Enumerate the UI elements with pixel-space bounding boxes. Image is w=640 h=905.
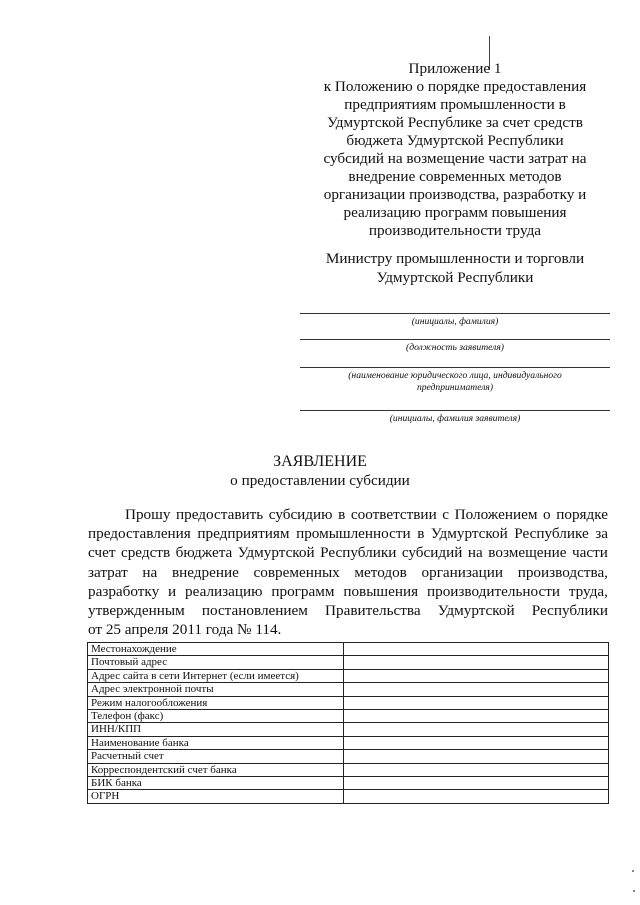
body-word: Республике (514, 525, 589, 543)
requisite-value[interactable] (344, 656, 609, 669)
appendix-line: субсидий на возмещение части затрат на (323, 150, 587, 167)
body-word: Удмуртской (437, 602, 515, 620)
requisite-label: Расчетный счет (88, 750, 344, 763)
body-word: Республики (320, 544, 397, 562)
application-body (88, 505, 608, 639)
appendix-line: Удмуртской Республике за счет средств (327, 114, 583, 131)
body-word: субсидий (401, 544, 463, 562)
body-word: возмещение (488, 544, 567, 562)
appendix-line: к Положению о порядке предоставления (323, 78, 587, 95)
fill-field-applicant-name[interactable] (300, 410, 610, 425)
requisite-label: Почтовый адрес (88, 656, 344, 669)
appendix-line: бюджета Удмуртской Республики (346, 132, 564, 149)
body-line (88, 543, 608, 562)
body-word: соответствии (350, 506, 437, 523)
body-word: организации (421, 563, 504, 581)
fill-caption (300, 413, 610, 425)
body-word: бюджета (175, 544, 233, 562)
fill-caption (300, 342, 610, 354)
table-row (88, 790, 609, 803)
table-row (88, 750, 609, 763)
body-word: в (417, 525, 425, 543)
table-row (88, 736, 609, 749)
body-word: постановлением (201, 602, 308, 620)
fill-field-position[interactable] (300, 339, 610, 354)
body-word: и (168, 582, 177, 600)
fill-line (300, 313, 610, 314)
body-word: порядке (556, 506, 608, 523)
requisite-value[interactable] (344, 643, 609, 656)
addressee-line: Министру промышленности и торговли (325, 250, 585, 267)
requisite-value[interactable] (344, 750, 609, 763)
requisite-label: Адрес электронной почты (88, 683, 344, 696)
fill-field-initials[interactable] (300, 313, 610, 328)
body-word: программ (271, 582, 335, 600)
body-word: с (442, 506, 450, 523)
body-word: современных (253, 563, 340, 581)
requisite-label: ОГРН (88, 790, 344, 803)
body-word: производства, (517, 563, 608, 581)
table-row (88, 723, 609, 736)
body-word: на (142, 563, 158, 581)
fill-line (300, 367, 610, 368)
appendix-header (320, 60, 590, 240)
body-word: Положением (454, 506, 538, 523)
appendix-line: организации производства, разработку и (323, 186, 587, 203)
requisites-table (87, 642, 609, 804)
fill-field-organization[interactable] (300, 367, 610, 394)
body-word: производительности (426, 582, 560, 600)
requisite-value[interactable] (344, 777, 609, 790)
requisite-label: Режим налогообложения (88, 696, 344, 709)
requisite-label: Телефон (факс) (88, 710, 344, 723)
body-word: утвержденным (88, 602, 185, 620)
body-word: предоставить (176, 506, 264, 523)
body-word: труда, (568, 582, 608, 600)
table-row (88, 710, 609, 723)
fill-caption-line: (должность заявителя) (406, 342, 504, 353)
requisite-label: Адрес сайта в сети Интернет (если имеется) (88, 669, 344, 682)
body-line (88, 505, 608, 524)
requisite-label: Наименование банка (88, 736, 344, 749)
addressee-line: Удмуртской Республики (376, 269, 534, 286)
fill-caption (300, 316, 610, 328)
requisite-value[interactable] (344, 763, 609, 776)
requisite-value[interactable] (344, 683, 609, 696)
requisite-value[interactable] (344, 696, 609, 709)
fill-caption-line: (инициалы, фамилия заявителя) (389, 413, 521, 424)
table-row (88, 683, 609, 696)
appendix-line: производительности труда (368, 222, 542, 239)
requisite-value[interactable] (344, 736, 609, 749)
appendix-line: реализацию программ повышения (343, 204, 567, 221)
table-row (88, 669, 609, 682)
scan-speck (633, 890, 635, 892)
body-word: на (467, 544, 483, 562)
body-line (88, 582, 608, 601)
body-word: Республики (531, 602, 608, 620)
appendix-line: предприятиям промышленности в (344, 96, 566, 113)
table-row (88, 696, 609, 709)
body-word: Правительства (325, 602, 421, 620)
fill-caption (300, 370, 610, 394)
requisite-label: ИНН/КПП (88, 723, 344, 736)
body-word: реализацию (185, 582, 263, 600)
body-line (88, 524, 608, 543)
body-word: затрат (88, 563, 128, 581)
fill-line (300, 410, 610, 411)
body-word: за (595, 525, 608, 543)
body-word: средств (120, 544, 171, 562)
table-row (88, 777, 609, 790)
requisite-label: Корреспондентский счет банка (88, 763, 344, 776)
body-word: повышения (343, 582, 419, 600)
requisite-label: БИК банка (88, 777, 344, 790)
body-line (88, 601, 608, 620)
addressee-block (320, 249, 590, 287)
table-row (88, 643, 609, 656)
body-word: предоставления (88, 525, 191, 543)
table-row (88, 656, 609, 669)
body-word: счет (88, 544, 116, 562)
fill-line (300, 339, 610, 340)
requisite-value[interactable] (344, 669, 609, 682)
fill-caption-line: (наименование юридического лица, индивидуального (348, 370, 562, 381)
body-word: разработку (88, 582, 160, 600)
body-word: внедрение (171, 563, 239, 581)
table-row (88, 763, 609, 776)
body-word: о (543, 506, 551, 523)
body-line: от 25 апреля 2011 года № 114. (88, 621, 282, 639)
scan-speck (632, 870, 634, 872)
body-word: Прошу (125, 506, 171, 523)
requisite-label: Местонахождение (88, 643, 344, 656)
body-line (88, 563, 608, 582)
body-word: методов (354, 563, 407, 581)
body-word: Удмуртской (430, 525, 508, 543)
body-word: промышленности (296, 525, 411, 543)
body-word: субсидию (268, 506, 333, 523)
body-word: предприятиям (197, 525, 290, 543)
document-title: ЗАЯВЛЕНИЕ (273, 453, 367, 470)
fill-caption-line: предпринимателя) (416, 382, 494, 393)
body-word: Удмуртской (237, 544, 315, 562)
appendix-line: Приложение 1 (408, 60, 502, 77)
document-subtitle: о предоставлении субсидии (230, 472, 410, 489)
body-word: части (572, 544, 608, 562)
requisite-value[interactable] (344, 790, 609, 803)
body-word: в (338, 506, 346, 523)
requisite-value[interactable] (344, 723, 609, 736)
requisite-value[interactable] (344, 710, 609, 723)
appendix-line: внедрение современных методов (348, 168, 562, 185)
fill-caption-line: (инициалы, фамилия) (411, 316, 499, 327)
